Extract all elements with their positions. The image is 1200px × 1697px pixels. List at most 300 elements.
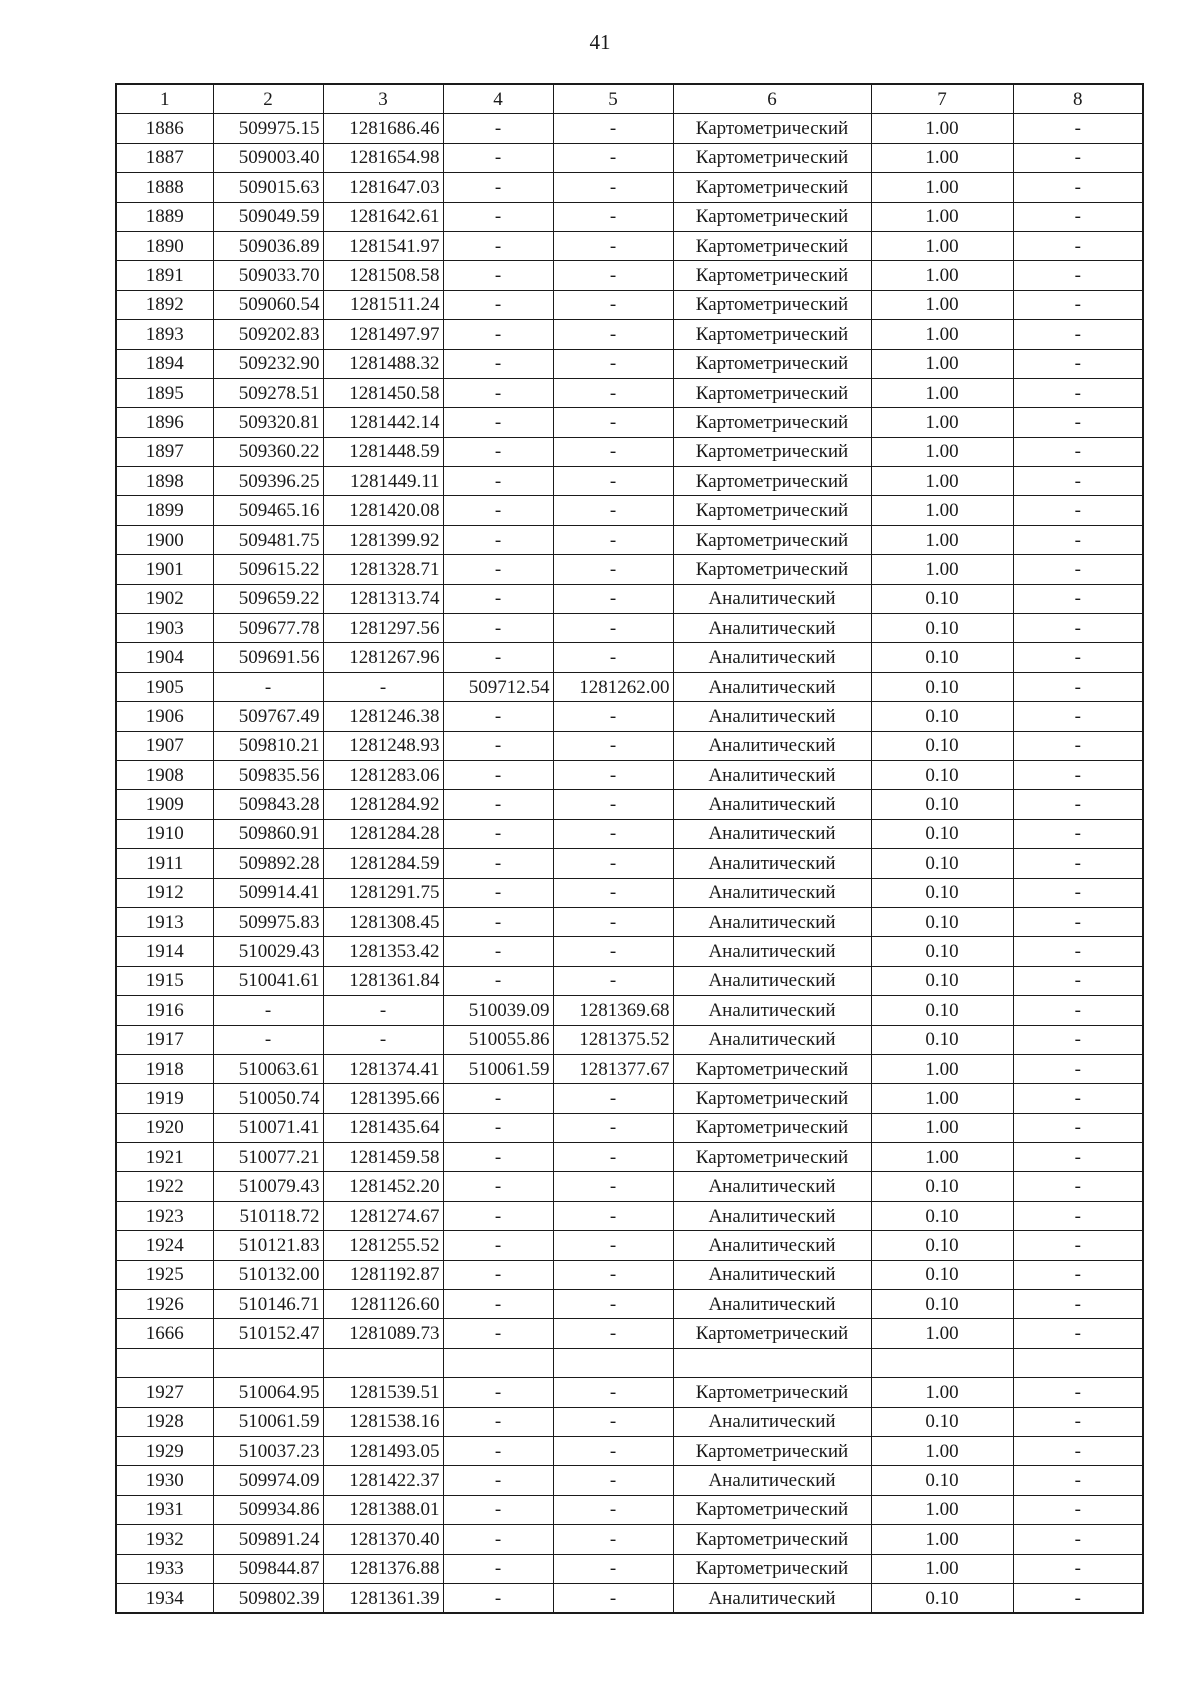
x-coordinate-cell: -	[213, 1025, 323, 1054]
method-cell: Аналитический	[673, 819, 871, 848]
accuracy-cell: 1.00	[871, 349, 1013, 378]
point-number-cell: 1888	[116, 173, 213, 202]
x-coordinate-cell: 510146.71	[213, 1290, 323, 1319]
y-coordinate-cell: -	[323, 1025, 443, 1054]
x-coordinate-cell: 510029.43	[213, 937, 323, 966]
x-coordinate-alt-cell: -	[443, 467, 553, 496]
x-coordinate-alt-cell: -	[443, 1466, 553, 1495]
x-coordinate-cell: 510061.59	[213, 1407, 323, 1436]
accuracy-cell: 1.00	[871, 437, 1013, 466]
x-coordinate-cell: 509891.24	[213, 1525, 323, 1554]
accuracy-cell: 0.10	[871, 1201, 1013, 1230]
method-cell: Картометрический	[673, 1495, 871, 1524]
note-cell: -	[1013, 1319, 1143, 1348]
accuracy-cell: 1.00	[871, 408, 1013, 437]
method-cell: Аналитический	[673, 966, 871, 995]
y-coordinate-alt-cell: -	[553, 1466, 673, 1495]
x-coordinate-cell: 509844.87	[213, 1554, 323, 1583]
note-cell: -	[1013, 1583, 1143, 1613]
table-row	[116, 496, 1143, 525]
method-cell: Картометрический	[673, 349, 871, 378]
method-cell: Картометрический	[673, 437, 871, 466]
x-coordinate-alt-cell: -	[443, 173, 553, 202]
table-row	[116, 819, 1143, 848]
x-coordinate-cell: 509481.75	[213, 525, 323, 554]
note-cell	[1013, 1348, 1143, 1377]
y-coordinate-alt-cell: -	[553, 349, 673, 378]
x-coordinate-cell: 510121.83	[213, 1231, 323, 1260]
method-cell: Картометрический	[673, 1525, 871, 1554]
accuracy-cell: 1.00	[871, 202, 1013, 231]
method-cell: Картометрический	[673, 231, 871, 260]
y-coordinate-alt-cell: -	[553, 555, 673, 584]
x-coordinate-alt-cell: -	[443, 760, 553, 789]
method-cell: Аналитический	[673, 672, 871, 701]
note-cell: -	[1013, 114, 1143, 143]
x-coordinate-alt-cell: -	[443, 1290, 553, 1319]
x-coordinate-alt-cell: -	[443, 555, 553, 584]
y-coordinate-cell: 1281647.03	[323, 173, 443, 202]
y-coordinate-alt-cell: -	[553, 584, 673, 613]
x-coordinate-cell: 509320.81	[213, 408, 323, 437]
y-coordinate-alt-cell: -	[553, 907, 673, 936]
accuracy-cell: 1.00	[871, 290, 1013, 319]
x-coordinate-alt-cell: -	[443, 1495, 553, 1524]
method-cell: Картометрический	[673, 114, 871, 143]
accuracy-cell: 0.10	[871, 584, 1013, 613]
y-coordinate-cell: 1281267.96	[323, 643, 443, 672]
table-row	[116, 1084, 1143, 1113]
x-coordinate-alt-cell: -	[443, 937, 553, 966]
note-cell: -	[1013, 1143, 1143, 1172]
note-cell: -	[1013, 231, 1143, 260]
y-coordinate-cell: 1281450.58	[323, 378, 443, 407]
note-cell: -	[1013, 1407, 1143, 1436]
y-coordinate-alt-cell: -	[553, 1201, 673, 1230]
accuracy-cell: 1.00	[871, 378, 1013, 407]
note-cell: -	[1013, 467, 1143, 496]
x-coordinate-alt-cell: -	[443, 349, 553, 378]
table-row	[116, 1172, 1143, 1201]
note-cell: -	[1013, 320, 1143, 349]
table-row	[116, 261, 1143, 290]
x-coordinate-cell: 509691.56	[213, 643, 323, 672]
method-cell: Картометрический	[673, 290, 871, 319]
accuracy-cell: 0.10	[871, 1260, 1013, 1289]
y-coordinate-cell: 1281308.45	[323, 907, 443, 936]
y-coordinate-alt-cell: -	[553, 173, 673, 202]
x-coordinate-alt-cell: 510055.86	[443, 1025, 553, 1054]
point-number-cell: 1913	[116, 907, 213, 936]
point-number-cell: 1886	[116, 114, 213, 143]
x-coordinate-cell: 509810.21	[213, 731, 323, 760]
point-number-cell: 1899	[116, 496, 213, 525]
point-number-cell: 1918	[116, 1054, 213, 1083]
x-coordinate-alt-cell: -	[443, 143, 553, 172]
x-coordinate-alt-cell: -	[443, 1378, 553, 1407]
accuracy-cell: 0.10	[871, 1407, 1013, 1436]
note-cell: -	[1013, 202, 1143, 231]
y-coordinate-cell: 1281283.06	[323, 760, 443, 789]
y-coordinate-alt-cell: -	[553, 614, 673, 643]
note-cell: -	[1013, 1084, 1143, 1113]
note-cell: -	[1013, 584, 1143, 613]
y-coordinate-cell: 1281686.46	[323, 114, 443, 143]
point-number-cell: 1922	[116, 1172, 213, 1201]
x-coordinate-cell: 509975.83	[213, 907, 323, 936]
method-cell: Картометрический	[673, 525, 871, 554]
point-number-cell: 1934	[116, 1583, 213, 1613]
x-coordinate-cell: 509677.78	[213, 614, 323, 643]
accuracy-cell: 1.00	[871, 143, 1013, 172]
accuracy-cell: 1.00	[871, 1319, 1013, 1348]
accuracy-cell: 1.00	[871, 1378, 1013, 1407]
table-row	[116, 1495, 1143, 1524]
y-coordinate-alt-cell: -	[553, 1554, 673, 1583]
method-cell: Аналитический	[673, 849, 871, 878]
y-coordinate-alt-cell	[553, 1348, 673, 1377]
y-coordinate-cell: 1281284.28	[323, 819, 443, 848]
point-number-cell: 1932	[116, 1525, 213, 1554]
method-cell: Картометрический	[673, 1113, 871, 1142]
method-cell: Картометрический	[673, 173, 871, 202]
point-number-cell: 1915	[116, 966, 213, 995]
note-cell: -	[1013, 996, 1143, 1025]
x-coordinate-alt-cell: -	[443, 290, 553, 319]
point-number-cell: 1905	[116, 672, 213, 701]
y-coordinate-cell: 1281248.93	[323, 731, 443, 760]
x-coordinate-alt-cell: -	[443, 114, 553, 143]
coordinates-table	[115, 83, 1144, 1614]
x-coordinate-cell	[213, 1348, 323, 1377]
point-number-cell: 1926	[116, 1290, 213, 1319]
y-coordinate-alt-cell: -	[553, 937, 673, 966]
y-coordinate-cell: 1281435.64	[323, 1113, 443, 1142]
accuracy-cell: 0.10	[871, 1290, 1013, 1319]
x-coordinate-alt-cell: -	[443, 1084, 553, 1113]
method-cell: Аналитический	[673, 614, 871, 643]
accuracy-cell: 1.00	[871, 467, 1013, 496]
y-coordinate-alt-cell: -	[553, 437, 673, 466]
x-coordinate-cell: -	[213, 672, 323, 701]
column-header-6: 6	[673, 84, 871, 114]
point-number-cell: 1909	[116, 790, 213, 819]
accuracy-cell: 0.10	[871, 790, 1013, 819]
table-row	[116, 320, 1143, 349]
table-row	[116, 349, 1143, 378]
point-number-cell: 1914	[116, 937, 213, 966]
method-cell: Аналитический	[673, 1407, 871, 1436]
point-number-cell: 1931	[116, 1495, 213, 1524]
y-coordinate-cell: 1281328.71	[323, 555, 443, 584]
x-coordinate-cell: 509835.56	[213, 760, 323, 789]
x-coordinate-cell: 510064.95	[213, 1378, 323, 1407]
y-coordinate-cell	[323, 1348, 443, 1377]
y-coordinate-cell: 1281442.14	[323, 408, 443, 437]
x-coordinate-alt-cell: -	[443, 1436, 553, 1465]
method-cell: Картометрический	[673, 1378, 871, 1407]
x-coordinate-cell: -	[213, 996, 323, 1025]
note-cell: -	[1013, 1231, 1143, 1260]
accuracy-cell: 1.00	[871, 1084, 1013, 1113]
y-coordinate-alt-cell: -	[553, 731, 673, 760]
method-cell: Аналитический	[673, 996, 871, 1025]
table-row	[116, 1113, 1143, 1142]
accuracy-cell: 1.00	[871, 1143, 1013, 1172]
accuracy-cell: 0.10	[871, 966, 1013, 995]
y-coordinate-cell: 1281449.11	[323, 467, 443, 496]
note-cell: -	[1013, 790, 1143, 819]
x-coordinate-alt-cell: -	[443, 1172, 553, 1201]
method-cell: Картометрический	[673, 202, 871, 231]
y-coordinate-alt-cell: 1281262.00	[553, 672, 673, 701]
y-coordinate-alt-cell: -	[553, 878, 673, 907]
y-coordinate-cell: 1281192.87	[323, 1260, 443, 1289]
method-cell: Аналитический	[673, 731, 871, 760]
accuracy-cell: 0.10	[871, 643, 1013, 672]
x-coordinate-cell: 509892.28	[213, 849, 323, 878]
y-coordinate-alt-cell: -	[553, 1172, 673, 1201]
y-coordinate-cell: 1281291.75	[323, 878, 443, 907]
point-number-cell: 1924	[116, 1231, 213, 1260]
method-cell: Картометрический	[673, 1436, 871, 1465]
x-coordinate-cell: 510118.72	[213, 1201, 323, 1230]
point-number-cell: 1894	[116, 349, 213, 378]
table-row	[116, 202, 1143, 231]
method-cell: Аналитический	[673, 1466, 871, 1495]
column-header-3: 3	[323, 84, 443, 114]
note-cell: -	[1013, 672, 1143, 701]
x-coordinate-cell: 509036.89	[213, 231, 323, 260]
y-coordinate-alt-cell: -	[553, 1260, 673, 1289]
table-row	[116, 1466, 1143, 1495]
y-coordinate-cell: 1281448.59	[323, 437, 443, 466]
y-coordinate-alt-cell: 1281369.68	[553, 996, 673, 1025]
table-row	[116, 937, 1143, 966]
method-cell: Аналитический	[673, 1231, 871, 1260]
note-cell: -	[1013, 760, 1143, 789]
method-cell: Аналитический	[673, 1583, 871, 1613]
method-cell: Картометрический	[673, 555, 871, 584]
accuracy-cell: 1.00	[871, 555, 1013, 584]
column-header-7: 7	[871, 84, 1013, 114]
point-number-cell: 1916	[116, 996, 213, 1025]
y-coordinate-cell: -	[323, 672, 443, 701]
table-row	[116, 1290, 1143, 1319]
accuracy-cell: 1.00	[871, 496, 1013, 525]
point-number-cell: 1933	[116, 1554, 213, 1583]
method-cell: Аналитический	[673, 1025, 871, 1054]
y-coordinate-cell: 1281089.73	[323, 1319, 443, 1348]
method-cell: Аналитический	[673, 1172, 871, 1201]
x-coordinate-alt-cell: -	[443, 1231, 553, 1260]
method-cell: Аналитический	[673, 1290, 871, 1319]
table-row	[116, 1583, 1143, 1613]
table-row	[116, 760, 1143, 789]
y-coordinate-alt-cell: -	[553, 1378, 673, 1407]
point-number-cell: 1891	[116, 261, 213, 290]
point-number-cell: 1897	[116, 437, 213, 466]
accuracy-cell: 0.10	[871, 1466, 1013, 1495]
y-coordinate-alt-cell: -	[553, 202, 673, 231]
table-row	[116, 790, 1143, 819]
point-number-cell: 1892	[116, 290, 213, 319]
x-coordinate-alt-cell: -	[443, 966, 553, 995]
y-coordinate-cell: 1281642.61	[323, 202, 443, 231]
table-row	[116, 1260, 1143, 1289]
x-coordinate-alt-cell: -	[443, 496, 553, 525]
y-coordinate-alt-cell: -	[553, 1143, 673, 1172]
note-cell: -	[1013, 437, 1143, 466]
y-coordinate-alt-cell: 1281375.52	[553, 1025, 673, 1054]
y-coordinate-alt-cell: -	[553, 231, 673, 260]
point-number-cell: 1890	[116, 231, 213, 260]
y-coordinate-alt-cell: -	[553, 760, 673, 789]
x-coordinate-cell: 509060.54	[213, 290, 323, 319]
x-coordinate-alt-cell: -	[443, 437, 553, 466]
x-coordinate-alt-cell: -	[443, 790, 553, 819]
accuracy-cell: 1.00	[871, 1495, 1013, 1524]
x-coordinate-cell: 509015.63	[213, 173, 323, 202]
method-cell: Картометрический	[673, 467, 871, 496]
x-coordinate-cell: 509232.90	[213, 349, 323, 378]
y-coordinate-alt-cell: -	[553, 378, 673, 407]
method-cell: Аналитический	[673, 643, 871, 672]
x-coordinate-cell: 509843.28	[213, 790, 323, 819]
accuracy-cell: 1.00	[871, 1554, 1013, 1583]
accuracy-cell: 0.10	[871, 614, 1013, 643]
x-coordinate-alt-cell: -	[443, 408, 553, 437]
x-coordinate-cell: 509975.15	[213, 114, 323, 143]
point-number-cell: 1902	[116, 584, 213, 613]
y-coordinate-alt-cell: -	[553, 1407, 673, 1436]
table-row	[116, 1348, 1143, 1377]
accuracy-cell: 0.10	[871, 1172, 1013, 1201]
accuracy-cell: 0.10	[871, 849, 1013, 878]
x-coordinate-cell: 509049.59	[213, 202, 323, 231]
point-number-cell: 1904	[116, 643, 213, 672]
note-cell: -	[1013, 937, 1143, 966]
y-coordinate-alt-cell: -	[553, 1113, 673, 1142]
table-row	[116, 1554, 1143, 1583]
table-row	[116, 555, 1143, 584]
y-coordinate-cell: 1281538.16	[323, 1407, 443, 1436]
y-coordinate-alt-cell: -	[553, 408, 673, 437]
x-coordinate-cell: 510132.00	[213, 1260, 323, 1289]
note-cell: -	[1013, 261, 1143, 290]
method-cell: Аналитический	[673, 702, 871, 731]
x-coordinate-cell: 509615.22	[213, 555, 323, 584]
accuracy-cell	[871, 1348, 1013, 1377]
table-row	[116, 1378, 1143, 1407]
y-coordinate-cell: 1281508.58	[323, 261, 443, 290]
y-coordinate-cell: 1281541.97	[323, 231, 443, 260]
method-cell: Аналитический	[673, 584, 871, 613]
x-coordinate-cell: 509360.22	[213, 437, 323, 466]
x-coordinate-cell: 509860.91	[213, 819, 323, 848]
table-row	[116, 231, 1143, 260]
table-row	[116, 1407, 1143, 1436]
x-coordinate-alt-cell: -	[443, 731, 553, 760]
y-coordinate-alt-cell: -	[553, 467, 673, 496]
y-coordinate-alt-cell: -	[553, 790, 673, 819]
table-row	[116, 731, 1143, 760]
column-header-5: 5	[553, 84, 673, 114]
table-row	[116, 996, 1143, 1025]
note-cell: -	[1013, 878, 1143, 907]
x-coordinate-cell: 510077.21	[213, 1143, 323, 1172]
x-coordinate-alt-cell: -	[443, 261, 553, 290]
y-coordinate-cell: 1281246.38	[323, 702, 443, 731]
method-cell: Картометрический	[673, 1319, 871, 1348]
accuracy-cell: 0.10	[871, 672, 1013, 701]
x-coordinate-alt-cell: -	[443, 643, 553, 672]
table-row	[116, 907, 1143, 936]
x-coordinate-cell: 509802.39	[213, 1583, 323, 1613]
method-cell: Аналитический	[673, 1260, 871, 1289]
point-number-cell	[116, 1348, 213, 1377]
accuracy-cell: 0.10	[871, 907, 1013, 936]
x-coordinate-alt-cell: -	[443, 1319, 553, 1348]
note-cell: -	[1013, 702, 1143, 731]
note-cell: -	[1013, 1378, 1143, 1407]
table-row	[116, 1201, 1143, 1230]
x-coordinate-cell: 510050.74	[213, 1084, 323, 1113]
y-coordinate-cell: 1281497.97	[323, 320, 443, 349]
note-cell: -	[1013, 555, 1143, 584]
method-cell: Картометрический	[673, 496, 871, 525]
table-row	[116, 1143, 1143, 1172]
x-coordinate-alt-cell	[443, 1348, 553, 1377]
note-cell: -	[1013, 819, 1143, 848]
x-coordinate-cell: 510037.23	[213, 1436, 323, 1465]
point-number-cell: 1906	[116, 702, 213, 731]
point-number-cell: 1927	[116, 1378, 213, 1407]
table-row	[116, 702, 1143, 731]
point-number-cell: 1903	[116, 614, 213, 643]
column-header-2: 2	[213, 84, 323, 114]
point-number-cell: 1928	[116, 1407, 213, 1436]
x-coordinate-alt-cell: -	[443, 702, 553, 731]
method-cell: Картометрический	[673, 1084, 871, 1113]
method-cell: Картометрический	[673, 1143, 871, 1172]
accuracy-cell: 0.10	[871, 702, 1013, 731]
note-cell: -	[1013, 643, 1143, 672]
x-coordinate-alt-cell: -	[443, 614, 553, 643]
note-cell: -	[1013, 1260, 1143, 1289]
table-row	[116, 290, 1143, 319]
table-row	[116, 114, 1143, 143]
table-row	[116, 966, 1143, 995]
point-number-cell: 1908	[116, 760, 213, 789]
y-coordinate-cell: 1281488.32	[323, 349, 443, 378]
x-coordinate-cell: 509767.49	[213, 702, 323, 731]
method-cell: Аналитический	[673, 878, 871, 907]
point-number-cell: 1930	[116, 1466, 213, 1495]
x-coordinate-cell: 510152.47	[213, 1319, 323, 1348]
x-coordinate-alt-cell: -	[443, 1113, 553, 1142]
point-number-cell: 1921	[116, 1143, 213, 1172]
point-number-cell: 1887	[116, 143, 213, 172]
x-coordinate-alt-cell: -	[443, 1554, 553, 1583]
point-number-cell: 1911	[116, 849, 213, 878]
table-row	[116, 1319, 1143, 1348]
y-coordinate-cell: 1281376.88	[323, 1554, 443, 1583]
method-cell	[673, 1348, 871, 1377]
accuracy-cell: 1.00	[871, 1525, 1013, 1554]
column-header-1: 1	[116, 84, 213, 114]
point-number-cell: 1901	[116, 555, 213, 584]
